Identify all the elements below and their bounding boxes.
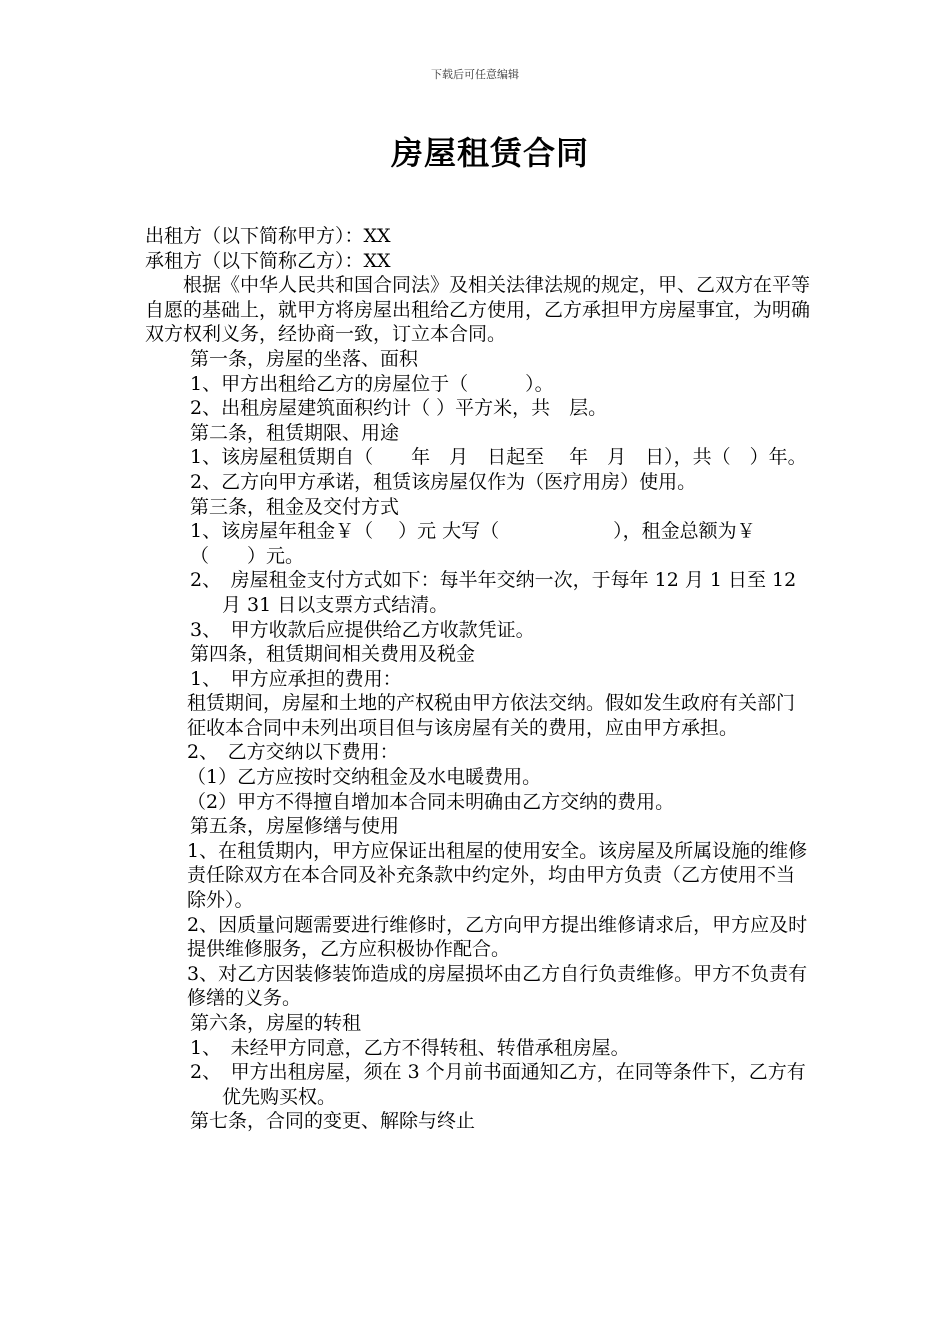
lessor-line: 出租方（以下简称甲方）：XX [145,225,391,247]
article2-item1: 1、该房屋租赁期自（ 年 月 日起至 年 月 日），共（ ）年。 [190,446,807,469]
document-title: 房屋租赁合同 [390,134,589,172]
preamble: 根据《中华人民共和国合同法》及相关法律法规的规定，甲、乙双方在平等自愿的基础上，就甲方将房屋出租给乙方使用，乙方承担甲方房屋事宜，为明确双方权利义务，经协商一致，订立本合同。 [145,274,811,346]
lessee-line: 承租方（以下简称乙方）：XX [145,249,391,272]
article5-item2: 2、因质量问题需要进行维修时，乙方向甲方提出维修请求后，甲方应及时提供维修服务，乙方应积极协作配合。 [187,913,808,961]
article3-item3: 3、 甲方收款后应提供给乙方收款凭证。 [190,618,535,641]
article6-heading: 第六条，房屋的转租 [190,1012,362,1034]
article4-heading: 第四条，租赁期间相关费用及税金 [190,643,476,666]
article2-heading: 第二条，租赁期限、用途 [190,421,400,444]
article3-item1: 1、该房屋年租金￥（ ）元 大写（ ），租金总额为￥（ ）元。 [190,520,756,567]
article1-item2: 2、出租房屋建筑面积约计（ ）平方米，共 层。 [190,397,608,420]
header-note: 下载后可任意编辑 [431,68,519,81]
article4-sub2: （2）甲方不得擅自增加本合同未明确由乙方交纳的费用。 [187,790,675,813]
article3-heading: 第三条，租金及交付方式 [190,495,400,518]
article2-item2: 2、乙方向甲方承诺，租赁该房屋仅作为（医疗用房）使用。 [190,470,697,493]
article7-heading: 第七条，合同的变更、解除与终止 [190,1110,476,1133]
article6-item2: 2、 甲方出租房屋，须在 3 个月前书面通知乙方，在同等条件下，乙方有优先购买权。 [190,1061,806,1108]
article5-heading: 第五条，房屋修缮与使用 [190,815,400,838]
article4-item1-text: 租赁期间，房屋和土地的产权税由甲方依法交纳。假如发生政府有关部门征收本合同中未列出项目但与该房屋有关的费用，应由甲方承担。 [187,692,796,739]
article1-item1: 1、甲方出租给乙方的房屋位于（ ）。 [190,372,554,395]
article4-item2: 2、 乙方交纳以下费用： [187,741,399,764]
article6-item1: 1、 未经甲方同意，乙方不得转租、转借承租房屋。 [190,1036,630,1059]
contract-body [145,224,810,1134]
article5-item3: 3、对乙方因装修装饰造成的房屋损坏由乙方自行负责维修。甲方不负责有修缮的义务。 [187,962,808,1010]
article1-heading: 第一条，房屋的坐落、面积 [190,347,419,370]
article3-item2: 2、 房屋租金支付方式如下：每半年交纳一次，于每年 12 月 1 日至 12 月 31 日以支票方式结清。 [190,569,797,616]
article5-item1: 1、在租赁期内，甲方应保证出租屋的使用安全。该房屋及所属设施的维修责任除双方在本合同及补充条款中约定外，均由甲方负责（乙方使用不当除外）。 [187,839,808,912]
article4-sub1: （1）乙方应按时交纳租金及水电暖费用。 [187,766,542,789]
article4-item1: 1、 甲方应承担的费用： [190,667,402,690]
